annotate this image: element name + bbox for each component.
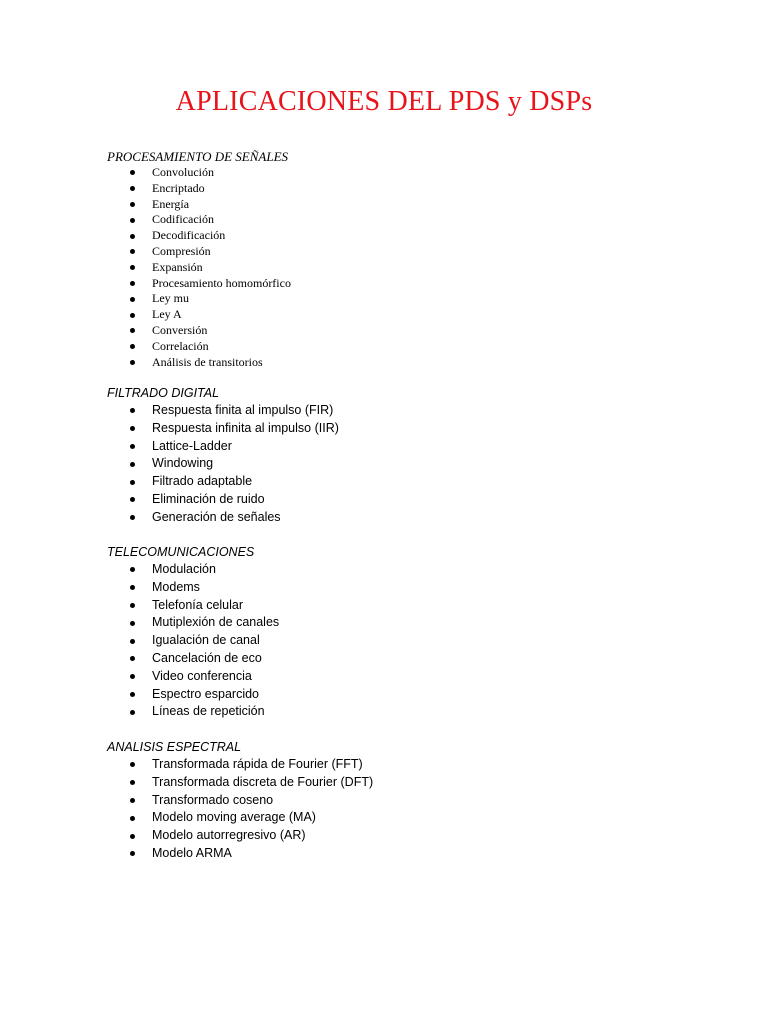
bullet-icon bbox=[130, 480, 135, 485]
list-item: Respuesta finita al impulso (FIR) bbox=[107, 402, 707, 420]
list-item: Transformada discreta de Fourier (DFT) bbox=[107, 774, 707, 792]
item-list bbox=[107, 756, 707, 863]
list-item: Procesamiento homomórfico bbox=[107, 276, 707, 292]
bullet-icon bbox=[130, 444, 135, 449]
list-item: Expansión bbox=[107, 260, 707, 276]
bullet-icon bbox=[130, 328, 135, 333]
list-item: Mutiplexión de canales bbox=[107, 614, 707, 632]
bullet-icon bbox=[130, 202, 135, 207]
item-list bbox=[107, 561, 707, 721]
section-heading: FILTRADO DIGITAL bbox=[107, 386, 220, 400]
bullet-icon bbox=[130, 344, 135, 349]
bullet-icon bbox=[130, 497, 135, 502]
bullet-icon bbox=[130, 170, 135, 175]
section-procesamiento bbox=[107, 148, 707, 370]
bullet-icon bbox=[130, 360, 135, 365]
item-list bbox=[107, 165, 707, 370]
bullet-icon bbox=[130, 656, 135, 661]
bullet-icon bbox=[130, 692, 135, 697]
bullet-icon bbox=[130, 234, 135, 239]
list-item: Análisis de transitorios bbox=[107, 355, 707, 371]
bullet-icon bbox=[130, 834, 135, 839]
list-item: Igualación de canal bbox=[107, 632, 707, 650]
bullet-icon bbox=[130, 674, 135, 679]
list-item: Filtrado adaptable bbox=[107, 473, 707, 491]
bullet-icon bbox=[130, 426, 135, 431]
bullet-icon bbox=[130, 798, 135, 803]
list-item: Modulación bbox=[107, 561, 707, 579]
section-heading: TELECOMUNICACIONES bbox=[107, 545, 255, 559]
list-item: Líneas de repetición bbox=[107, 703, 707, 721]
list-item: Compresión bbox=[107, 244, 707, 260]
bullet-icon bbox=[130, 816, 135, 821]
section-heading: ANALISIS ESPECTRAL bbox=[107, 740, 242, 754]
bullet-icon bbox=[130, 462, 135, 467]
item-list bbox=[107, 402, 707, 527]
list-item: Ley mu bbox=[107, 291, 707, 307]
list-item: Energía bbox=[107, 197, 707, 213]
list-item: Codificación bbox=[107, 212, 707, 228]
list-item: Modems bbox=[107, 579, 707, 597]
bullet-icon bbox=[130, 515, 135, 520]
bullet-icon bbox=[130, 603, 135, 608]
section-telecomunicaciones bbox=[107, 544, 707, 721]
list-item: Generación de señales bbox=[107, 509, 707, 527]
list-item: Correlación bbox=[107, 339, 707, 355]
list-item: Lattice-Ladder bbox=[107, 438, 707, 456]
list-item: Convolución bbox=[107, 165, 707, 181]
section-heading: PROCESAMIENTO DE SEÑALES bbox=[107, 149, 289, 164]
bullet-icon bbox=[130, 851, 135, 856]
bullet-icon bbox=[130, 249, 135, 254]
bullet-icon bbox=[130, 265, 135, 270]
list-item: Modelo moving average (MA) bbox=[107, 809, 707, 827]
list-item: Video conferencia bbox=[107, 668, 707, 686]
list-item: Conversión bbox=[107, 323, 707, 339]
list-item: Windowing bbox=[107, 455, 707, 473]
list-item: Transformado coseno bbox=[107, 792, 707, 810]
list-item: Eliminación de ruido bbox=[107, 491, 707, 509]
list-item: Respuesta infinita al impulso (IIR) bbox=[107, 420, 707, 438]
list-item: Encriptado bbox=[107, 181, 707, 197]
list-item: Ley A bbox=[107, 307, 707, 323]
page-title: APLICACIONES DEL PDS y DSPs bbox=[175, 86, 593, 117]
list-item: Modelo autorregresivo (AR) bbox=[107, 827, 707, 845]
list-item: Transformada rápida de Fourier (FFT) bbox=[107, 756, 707, 774]
bullet-icon bbox=[130, 621, 135, 626]
bullet-icon bbox=[130, 281, 135, 286]
bullet-icon bbox=[130, 313, 135, 318]
bullet-icon bbox=[130, 297, 135, 302]
list-item: Decodificación bbox=[107, 228, 707, 244]
bullet-icon bbox=[130, 186, 135, 191]
list-item: Cancelación de eco bbox=[107, 650, 707, 668]
section-analisis-espectral bbox=[107, 739, 707, 863]
list-item: Modelo ARMA bbox=[107, 845, 707, 863]
section-filtrado bbox=[107, 385, 707, 527]
bullet-icon bbox=[130, 218, 135, 223]
bullet-icon bbox=[130, 408, 135, 413]
bullet-icon bbox=[130, 639, 135, 644]
list-item: Espectro esparcido bbox=[107, 686, 707, 704]
bullet-icon bbox=[130, 780, 135, 785]
bullet-icon bbox=[130, 710, 135, 715]
list-item: Telefonía celular bbox=[107, 597, 707, 615]
bullet-icon bbox=[130, 585, 135, 590]
bullet-icon bbox=[130, 567, 135, 572]
bullet-icon bbox=[130, 762, 135, 767]
